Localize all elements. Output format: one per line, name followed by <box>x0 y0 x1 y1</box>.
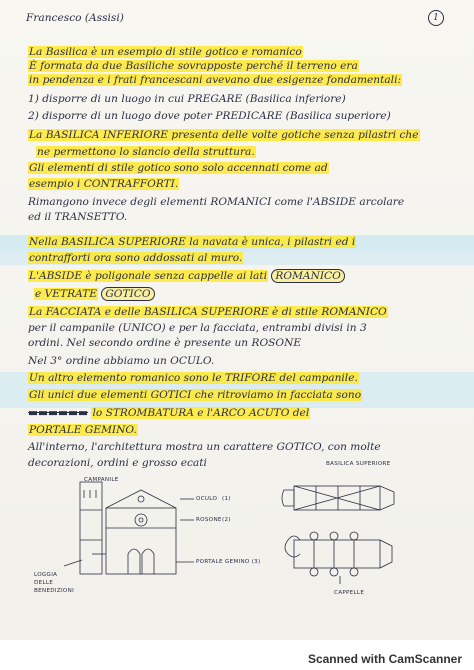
highlighted-text: La BASILICA INFERIORE presenta delle volte gotiche senza pilastri che <box>29 129 419 141</box>
label-campanile: CAMPANILE <box>84 477 119 483</box>
note-line <box>28 74 402 87</box>
note-line: Rimangono invece degli elementi ROMANICI come l'ABSIDE arcolare <box>28 196 405 208</box>
note-line: ordini. Nel secondo ordine è presente un ROSONE <box>28 337 302 349</box>
note-line <box>28 306 388 319</box>
highlighted-text: e VETRATE <box>35 288 97 300</box>
strikethrough-scribble: ▬▬▬▬▬▬ <box>28 407 89 419</box>
note-line <box>36 146 256 159</box>
highlighted-text: ne permettono lo slancio della struttura. <box>37 146 255 158</box>
highlighted-text: Gli unici due elementi GOTICI che ritroviamo in facciata sono <box>29 389 362 401</box>
note-line <box>28 389 362 402</box>
note-line <box>28 60 359 73</box>
note-line <box>28 270 345 283</box>
highlighted-text: esempio i CONTRAFFORTI. <box>29 178 179 190</box>
highlighted-text: PORTALE GEMINO. <box>29 424 137 436</box>
label-loggia: LOGGIA <box>34 572 58 578</box>
scanner-watermark: Scanned with CamScanner <box>307 652 462 666</box>
highlighted-text: Nella BASILICA SUPERIORE la navata è unica, i pilastri ed i <box>29 236 356 248</box>
note-line <box>28 236 356 249</box>
note-line <box>28 46 303 59</box>
label-portale-gemino: PORTALE GEMINO (3) <box>196 559 261 565</box>
note-line: All'interno, l'architettura mostra un carattere GOTICO, con molte <box>28 441 381 453</box>
highlighted-text: contrafforti ora sono addossati al muro. <box>29 252 243 264</box>
note-line <box>28 162 329 175</box>
note-line <box>28 178 179 191</box>
highlighted-text: È formata da due Basiliche sovrapposte perché il terreno era <box>29 60 358 72</box>
label-basilica-superiore: BASILICA SUPERIORE <box>326 461 391 467</box>
highlighted-text: La FACCIATA e delle BASILICA SUPERIORE è di stile ROMANICO <box>29 306 387 318</box>
label-cappelle: CAPPELLE <box>334 590 365 596</box>
note-line: Nel 3° ordine abbiamo un OCULO. <box>28 355 215 367</box>
label-delle: DELLE <box>34 580 54 586</box>
boxed-word-gotico: GOTICO <box>101 287 154 301</box>
label-oculo-num: (1) <box>222 496 231 502</box>
note-line: 1) disporre di un luogo in cui PREGARE (Basilica inferiore) <box>28 93 346 105</box>
highlighted-text: L'ABSIDE è poligonale senza cappelle ai lati <box>29 270 268 282</box>
note-line: per il campanile (UNICO) e per la facciata, entrambi divisi in 3 <box>28 322 367 334</box>
note-line <box>28 252 243 265</box>
plan-sketch <box>280 478 430 588</box>
note-line: decorazioni, ordini e grosso ecati <box>28 457 207 469</box>
label-benedizioni: BENEDIZIONI <box>34 588 75 594</box>
highlighted-text: La Basilica è un esempio di stile gotico e romanico <box>29 46 302 58</box>
note-line <box>28 372 359 385</box>
note-line-title: Francesco (Assisi) <box>26 12 124 24</box>
note-line <box>28 424 138 437</box>
note-line <box>28 129 420 142</box>
label-oculo: OCULO <box>196 496 218 502</box>
note-line <box>34 288 155 301</box>
highlighted-text: Un altro elemento romanico sono le TRIFORE del campanile. <box>29 372 358 384</box>
highlighted-text: lo STROMBATURA e l'ARCO ACUTO del <box>92 407 310 419</box>
note-line: 2) disporre di un luogo dove poter PREDICARE (Basilica superiore) <box>28 110 391 122</box>
highlighted-text: Gli elementi di stile gotico sono solo accennati come ad <box>29 162 328 174</box>
boxed-word-romanico: ROMANICO <box>271 269 344 283</box>
note-line: ed il TRANSETTO. <box>28 211 128 223</box>
highlighted-text: in pendenza e i frati francescani avevano due esigenze fondamentali: <box>29 74 402 86</box>
label-rosone-num: (2) <box>222 517 231 523</box>
page-number: 1 <box>428 10 444 26</box>
note-line <box>28 407 310 420</box>
label-rosone: ROSONE <box>196 517 222 523</box>
